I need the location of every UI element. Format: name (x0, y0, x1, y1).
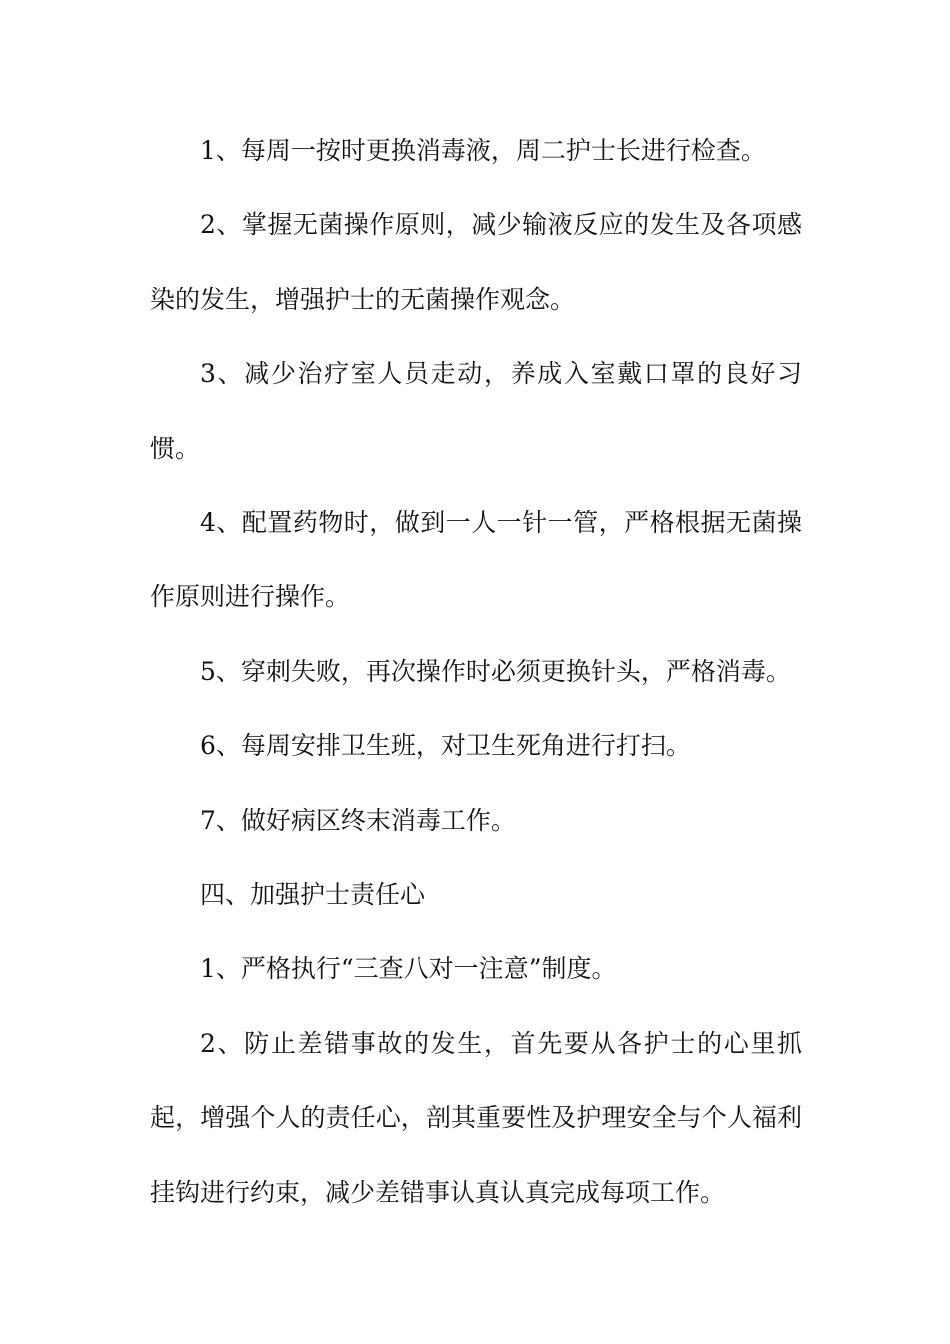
paragraph-weekly-cleaning: 6、每周安排卫生班，对卫生死角进行打扫。 (200, 731, 691, 761)
paragraph-drug-preparation: 4、配置药物时，做到一人一针一管，严格根据无菌操作原则进行操作。 (150, 508, 802, 612)
paragraph-error-prevention: 2、防止差错事故的发生，首先要从各护士的心里抓起，增强个人的责任心，剖其重要性及护理安全与个人福利挂钩进行约束，减少差错事认真认真完成每项工作。 (150, 1028, 802, 1207)
paragraph-treatment-room: 3、减少治疗室人员走动，养成入室戴口罩的良好习惯。 (150, 359, 802, 463)
paragraph-terminal-disinfection: 7、做好病区终末消毒工作。 (200, 805, 516, 835)
paragraph-disinfectant-change: 1、每周一按时更换消毒液，周二护士长进行检查。 (200, 136, 766, 165)
paragraph-puncture-failure: 5、穿刺失败，再次操作时必须更换针头，严格消毒。 (200, 656, 791, 686)
paragraph-three-checks: 1、严格执行“三查八对一注意”制度。 (200, 954, 617, 984)
paragraph-aseptic-principle: 2、掌握无菌操作原则，减少输液反应的发生及各项感染的发生，增强护士的无菌操作观念。 (150, 210, 802, 314)
document-body (150, 114, 802, 1230)
section-heading-responsibility: 四、加强护士责任心 (200, 880, 426, 910)
